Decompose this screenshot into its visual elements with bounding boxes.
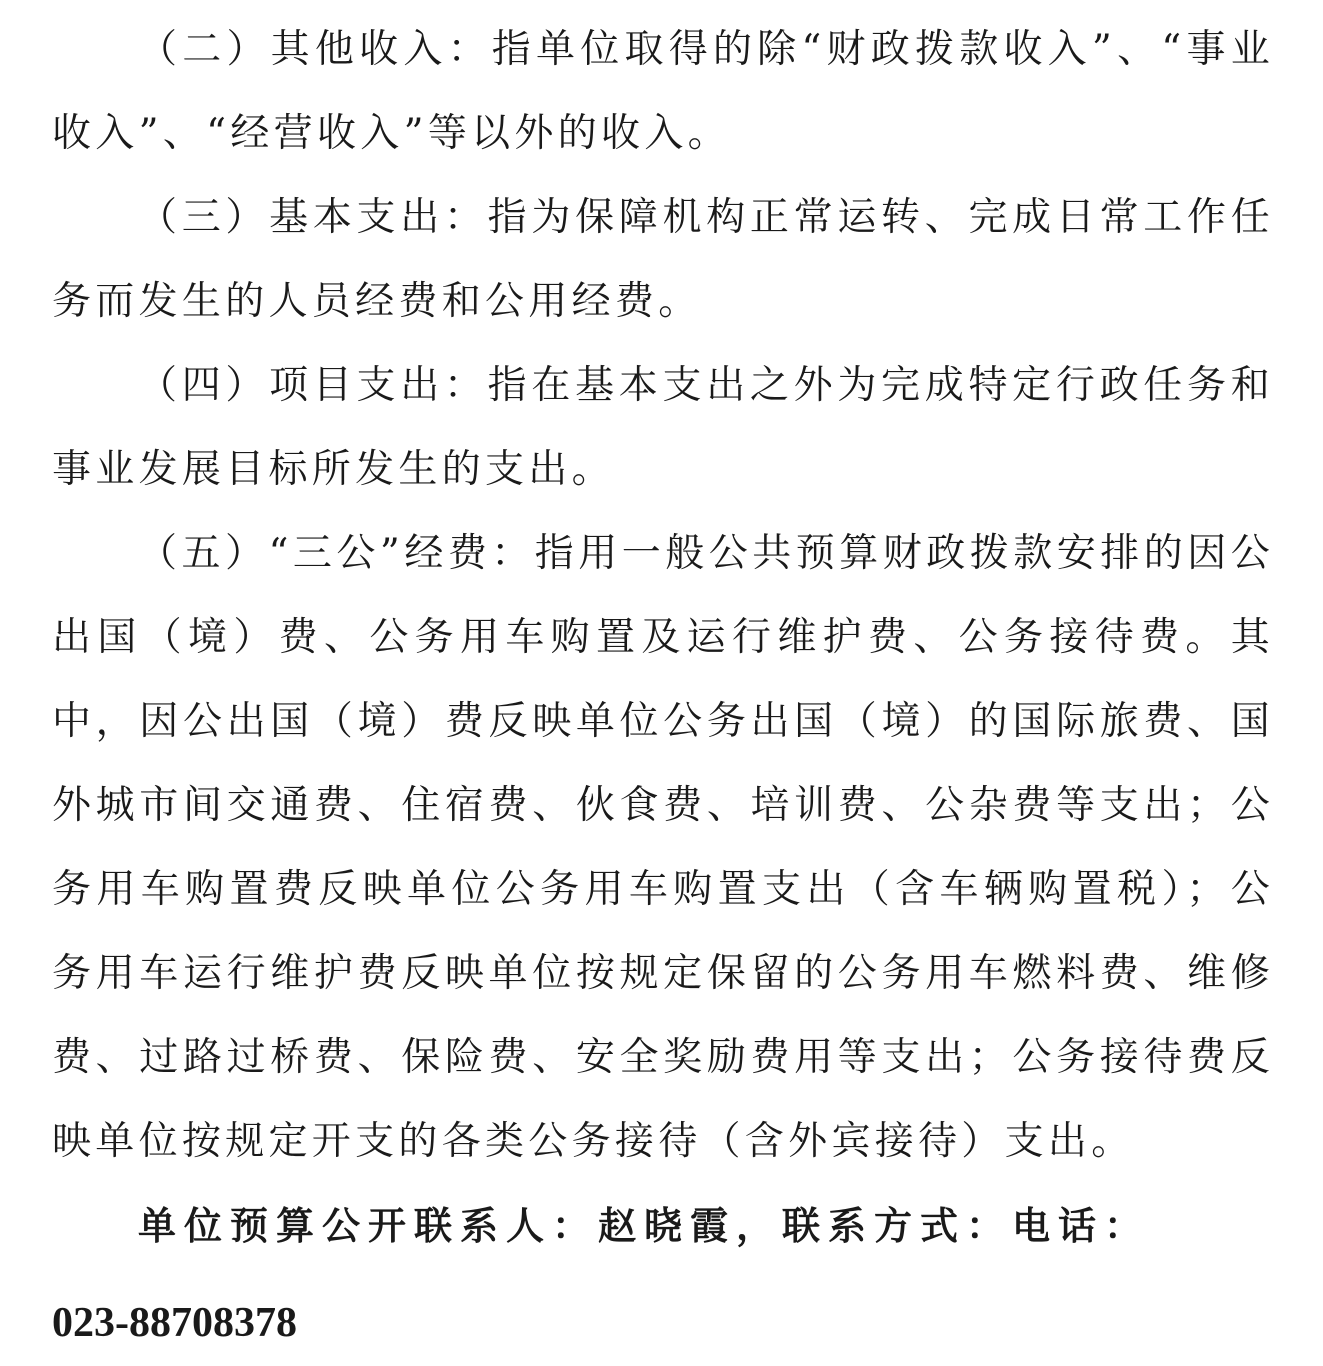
contact-line: 单位预算公开联系人：赵晓霞，联系方式：电话： xyxy=(138,1204,1151,1248)
paragraph-project-expenditure: （四）项目支出：指在基本支出之外为完成特定行政任务和事业发展目标所发生的支出。 xyxy=(52,363,1274,492)
contact-phone: 023-88708378 xyxy=(52,1300,297,1346)
paragraph-other-income: （二）其他收入：指单位取得的除“财政拨款收入”、“事业收入”、“经营收入”等以外的收入。 xyxy=(52,27,1274,156)
paragraph-basic-expenditure: （三）基本支出：指为保障机构正常运转、完成日常工作任务而发生的人员经费和公用经费。 xyxy=(52,195,1274,324)
document-body xyxy=(52,8,1274,1268)
paragraph-three-public-expenses: （五）“三公”经费：指用一般公共预算财政拨款安排的因公出国（境）费、公务用车购置及运行维护费、公务接待费。其中，因公出国（境）费反映单位公务出国（境）的国际旅费、国外城市间交通费、住宿费、伙食费、培训费、公杂费等支出；公务用车购置费反映单位公务用车购置支出（含车辆购置税）；公务用车运行维护费反映单位按规定保留的公务用车燃料费、维修费、过路过桥费、保险费、安全奖励费用等支出；公务接待费反映单位按规定开支的各类公务接待（含外宾接待）支出。 xyxy=(52,531,1274,1164)
